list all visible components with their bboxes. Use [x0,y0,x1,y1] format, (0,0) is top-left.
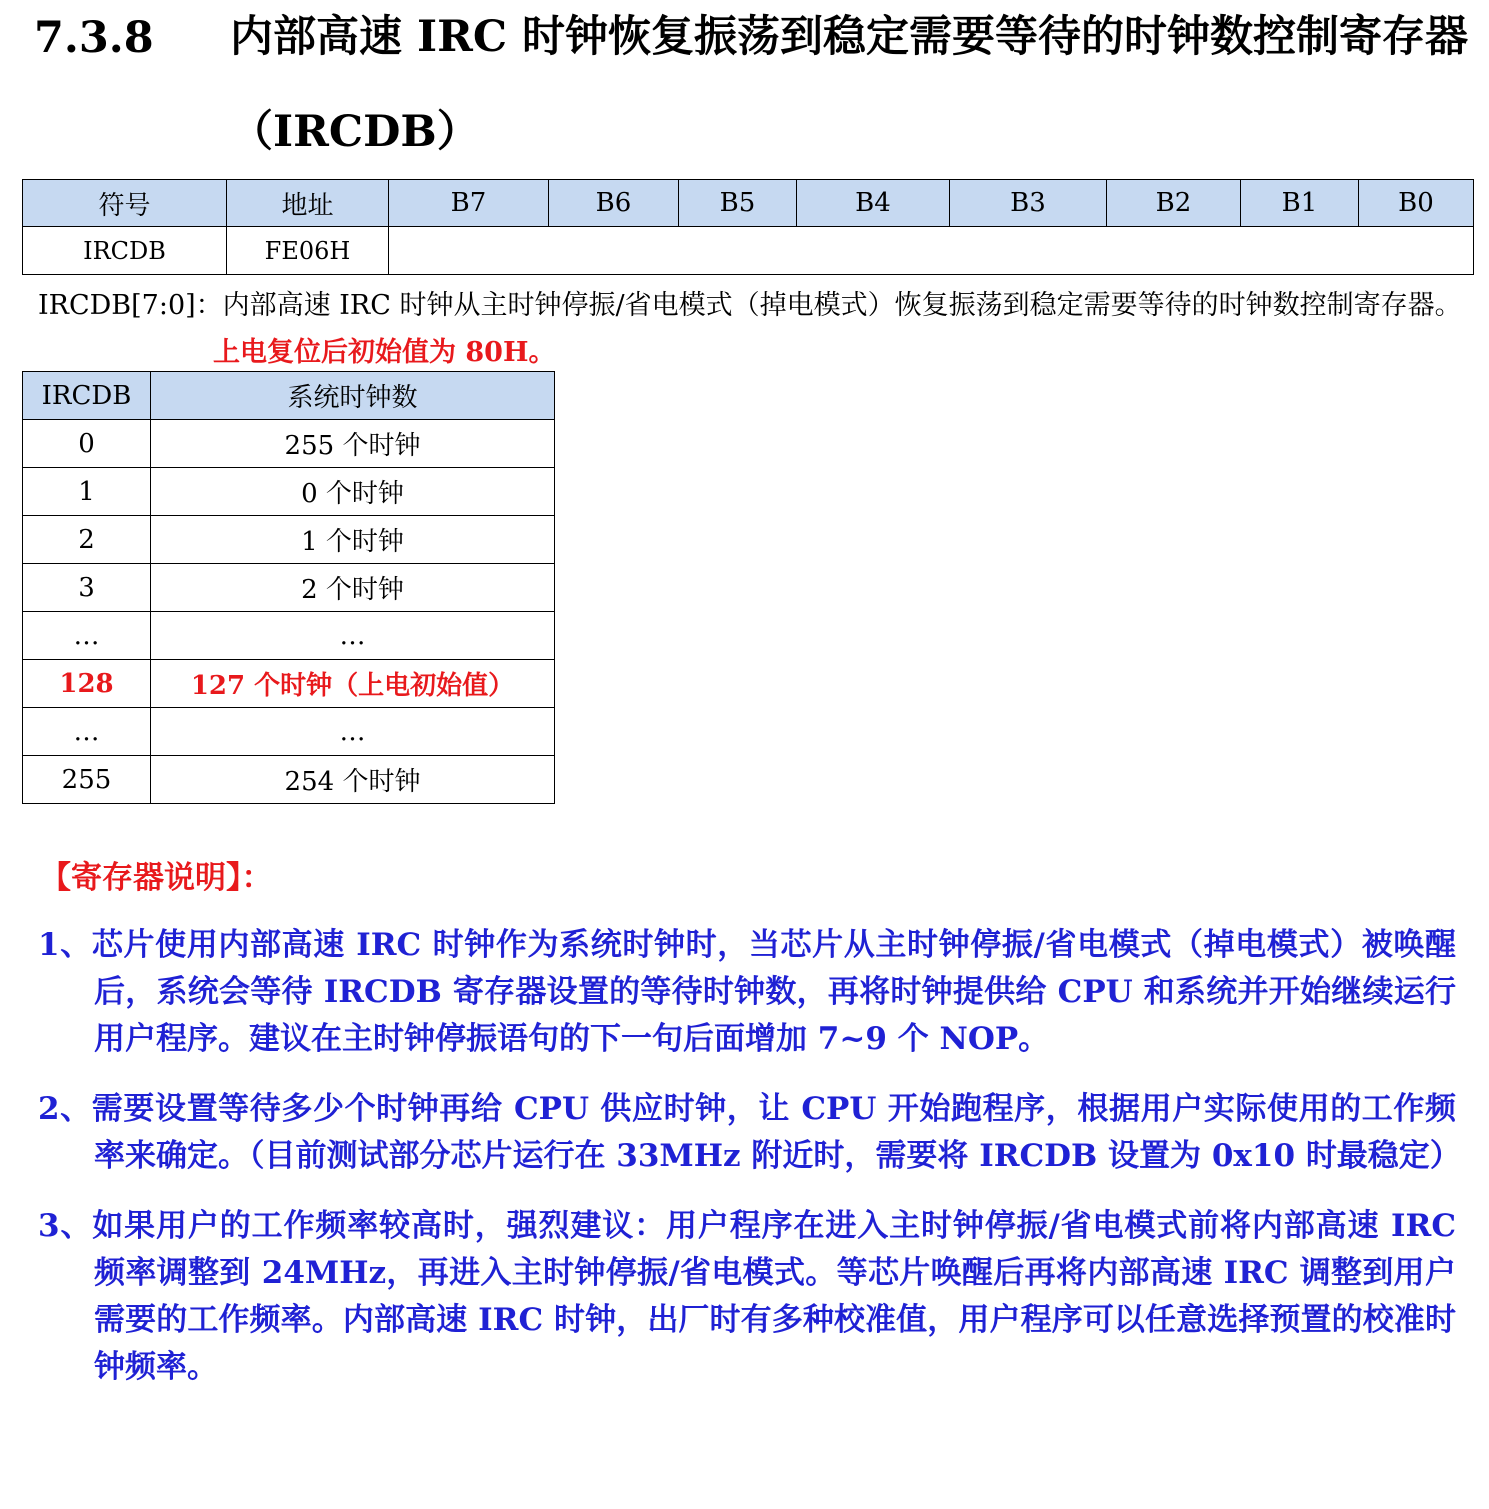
row-value: 128 [23,660,151,708]
header-b3: B3 [950,180,1107,227]
register-bits-cell [389,227,1474,275]
header-b2: B2 [1107,180,1241,227]
row-clocks: 1 个时钟 [151,516,555,564]
notes-list [38,922,1461,1414]
header-clock-count: 系统时钟数 [151,372,555,420]
note-item: 1、芯片使用内部高速 IRC 时钟作为系统时钟时，当芯片从主时钟停振/省电模式（掉电模式）被唤醒后，系统会等待 IRCDB 寄存器设置的等待时钟数，再将时钟提供给 CPU 和系统并开始继续运行用户程序。建议在主时钟停振语句的下一句后面增加 7~9 个 NOP。 [38,927,1456,1057]
table-row [23,708,555,756]
row-value: 2 [23,516,151,564]
header-b1: B1 [1241,180,1359,227]
table-row [23,420,555,468]
register-table-header [23,180,1474,227]
table-row [23,756,555,804]
header-b0: B0 [1359,180,1474,227]
section-title: 内部高速 IRC 时钟恢复振荡到稳定需要等待的时钟数控制寄存器（IRCDB） [230,12,1469,157]
description-highlight: 上电复位后初始值为 80H。 [213,337,556,368]
header-ircdb: IRCDB [23,372,151,420]
row-clocks: 255 个时钟 [151,420,555,468]
row-clocks: 127 个时钟（上电初始值） [151,660,555,708]
row-value: 0 [23,420,151,468]
table-row [23,516,555,564]
row-value: … [23,708,151,756]
header-b6: B6 [549,180,679,227]
value-table [22,371,555,804]
row-value: … [23,612,151,660]
register-description [38,282,1468,376]
header-b4: B4 [797,180,950,227]
row-clocks: 254 个时钟 [151,756,555,804]
note-item: 3、如果用户的工作频率较高时，强烈建议：用户程序在进入主时钟停振/省电模式前将内部高速 IRC 频率调整到 24MHz，再进入主时钟停振/省电模式。等芯片唤醒后再将内部高速 IRC 调整到用户需要的工作频率。内部高速 IRC 时钟，出厂时有多种校准值，用户程序可以任意选择预置的校准时钟频率。 [38,1208,1456,1385]
row-value: 1 [23,468,151,516]
row-clocks: … [151,612,555,660]
register-table [22,179,1474,275]
description-body [38,282,1468,376]
row-clocks: 0 个时钟 [151,468,555,516]
register-symbol: IRCDB [23,227,227,275]
register-table-row [23,227,1474,275]
table-row [23,612,555,660]
row-value: 255 [23,756,151,804]
register-address: FE06H [227,227,389,275]
notes-title: 【寄存器说明】： [40,860,273,896]
header-address: 地址 [227,180,389,227]
description-text: 内部高速 IRC 时钟从主时钟停振/省电模式（掉电模式）恢复振荡到稳定需要等待的时钟数控制寄存器。 [222,290,1462,321]
table-row [23,564,555,612]
row-clocks: … [151,708,555,756]
table-row [23,468,555,516]
description-label: IRCDB[7:0]： [38,290,223,321]
row-clocks: 2 个时钟 [151,564,555,612]
header-b7: B7 [389,180,549,227]
section-number: 7.3.8 [34,13,154,63]
value-table-header [23,372,555,420]
table-row-default [23,660,555,708]
row-value: 3 [23,564,151,612]
header-b5: B5 [679,180,797,227]
note-item: 2、需要设置等待多少个时钟再给 CPU 供应时钟，让 CPU 开始跑程序，根据用户实际使用的工作频率来确定。（目前测试部分芯片运行在 33MHz 附近时，需要将 IRCDB 设置为 0x10 时最稳定） [38,1091,1461,1174]
header-symbol: 符号 [23,180,227,227]
